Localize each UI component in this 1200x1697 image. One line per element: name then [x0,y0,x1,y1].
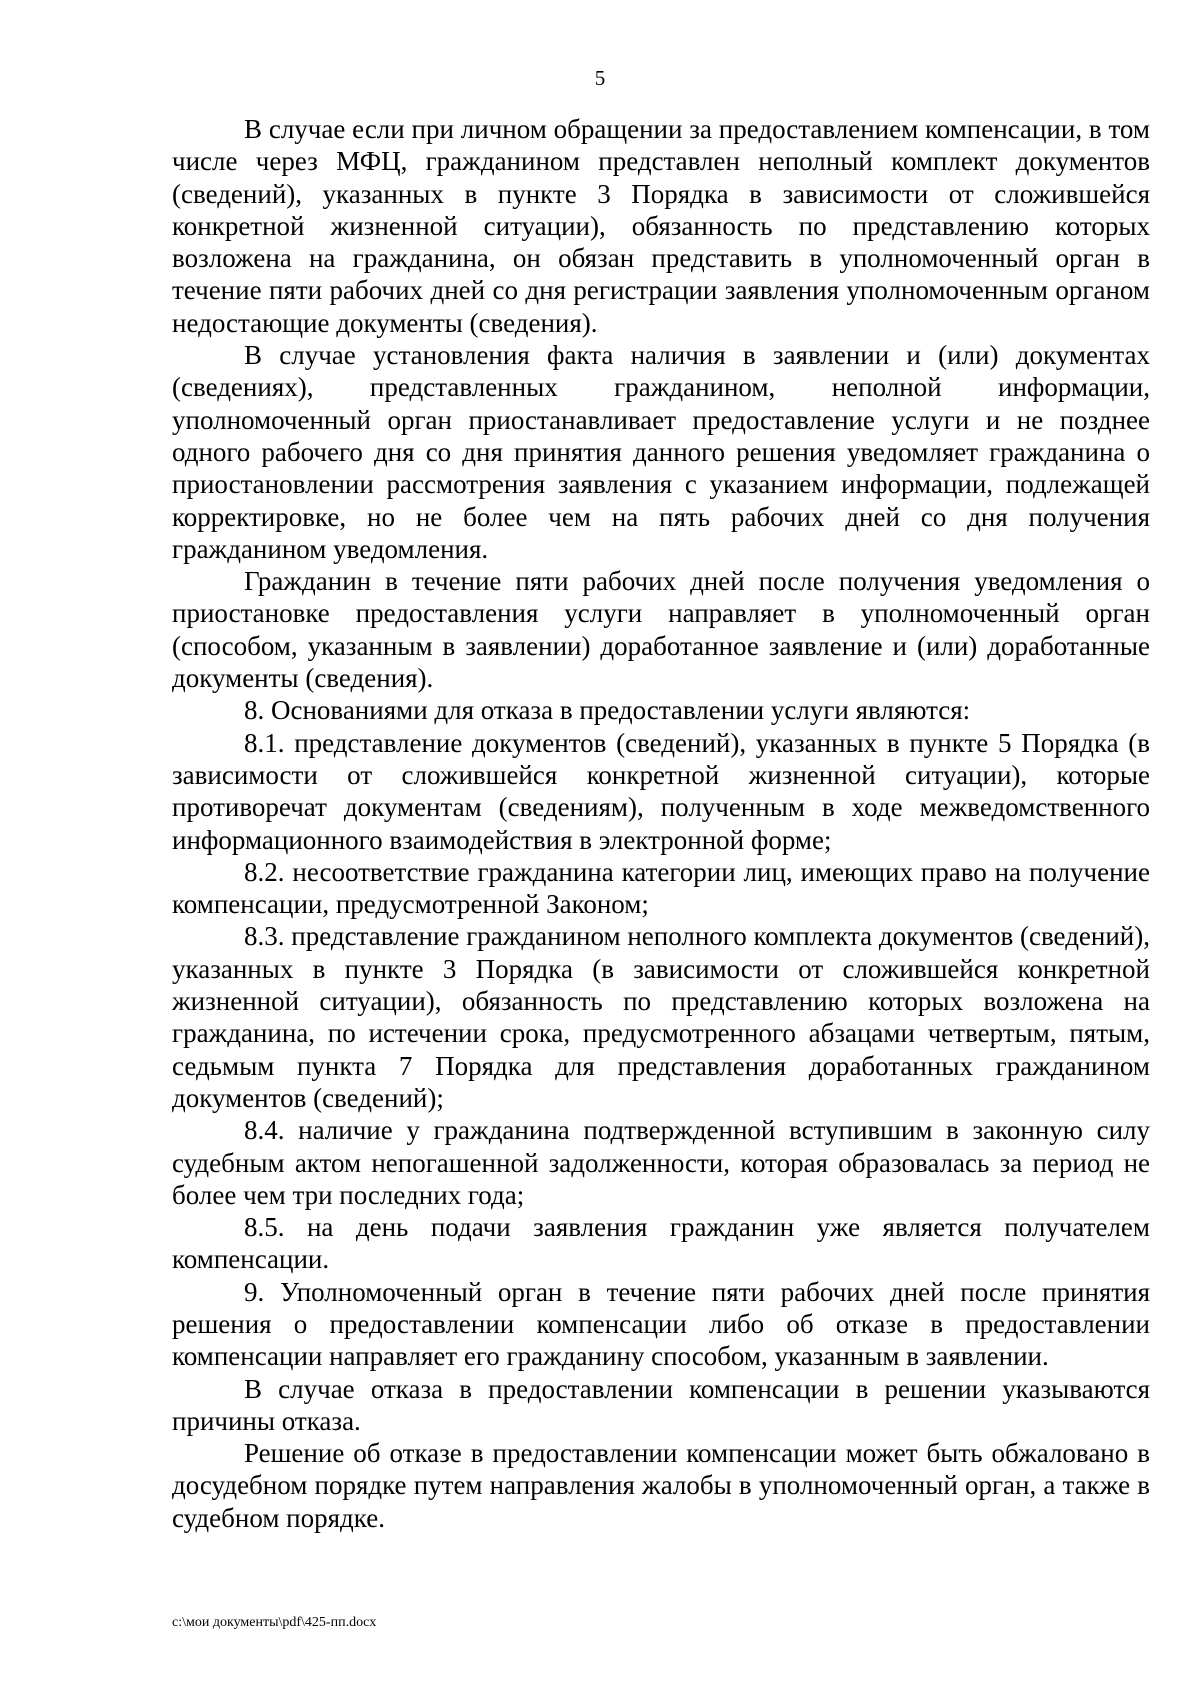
paragraph-appeal: Решение об отказе в предоставлении компенсации может быть обжаловано в досудебном порядке путем направления жалобы в уполномоченный орган, а также в судебном порядке. [172,1438,1150,1533]
paragraph-item-8-5: 8.5. на день подачи заявления гражданин уже является получателем компенсации. [172,1212,1150,1275]
paragraph-refusal-reasons: В случае отказа в предоставлении компенсации в решении указываются причины отказа. [172,1373,1150,1436]
paragraph-revised-documents: Гражданин в течение пяти рабочих дней после получения уведомления о приостановке предоставления услуги направляет в уполномоченный орган (способом, указанным в заявлении) доработанное заявление и (или) доработанные документы (сведения). [172,566,1150,694]
paragraph-suspension-notice: В случае установления факта наличия в заявлении и (или) документах (сведениях), представленных гражданином, неполной информации, уполномоченный орган приостанавливает предоставление услуги и не позднее одного рабочего дня со дня принятия данного решения уведомляет гражданина о приостановлении рассмотрения заявления с указанием информации, подлежащей корректировке, но не более чем на пять рабочих дней со дня получения гражданином уведомления. [172,340,1150,564]
paragraph-incomplete-documents: В случае если при личном обращении за предоставлением компенсации, в том числе через МФЦ, гражданином представлен неполный комплект документов (сведений), указанных в пункте 3 Порядка в зависимости от сложившейся конкретной жизненной ситуации), обязанность по представлению которых возложена на гражданина, он обязан представить в уполномоченный орган в течение пяти рабочих дней со дня регистрации заявления уполномоченным органом недостающие документы (сведения). [172,114,1150,338]
paragraph-refusal-grounds: 8. Основаниями для отказа в предоставлении услуги являются: [244,695,971,726]
paragraph-item-9: 9. Уполномоченный орган в течение пяти рабочих дней после принятия решения о предоставлении компенсации либо об отказе в предоставлении компенсации направляет его гражданину способом, указанным в заявлении. [172,1276,1150,1372]
paragraph-item-8-4: 8.4. наличие у гражданина подтвержденной вступившим в законную силу судебным актом непогашенной задолженности, которая образовалась за период не более чем три последних года; [172,1115,1150,1210]
footer-file-path: c:\мои документы\pdf\425-пп.docx [172,1615,377,1630]
paragraph-item-8-3: 8.3. представление гражданином неполного комплекта документов (сведений), указанных в пункте 3 Порядка (в зависимости от сложившейся конкретной жизненной ситуации), обязанность по представлению которых возложена на гражданина, по истечении срока, предусмотренного абзацами четвертым, пятым, седьмым пункта 7 Порядка для представления доработанных гражданином документов (сведений); [172,921,1150,1113]
document-body [172,113,1150,1534]
page-number: 5 [594,66,606,90]
paragraph-item-8-1: 8.1. представление документов (сведений), указанных в пункте 5 Порядка (в зависимости от сложившейся конкретной жизненной ситуации), которые противоречат документам (сведениям), полученным в ходе межведомственного информационного взаимодействия в электронной форме; [172,727,1150,855]
paragraph-item-8-2: 8.2. несоответствие гражданина категории лиц, имеющих право на получение компенсации, предусмотренной Законом; [172,856,1150,920]
